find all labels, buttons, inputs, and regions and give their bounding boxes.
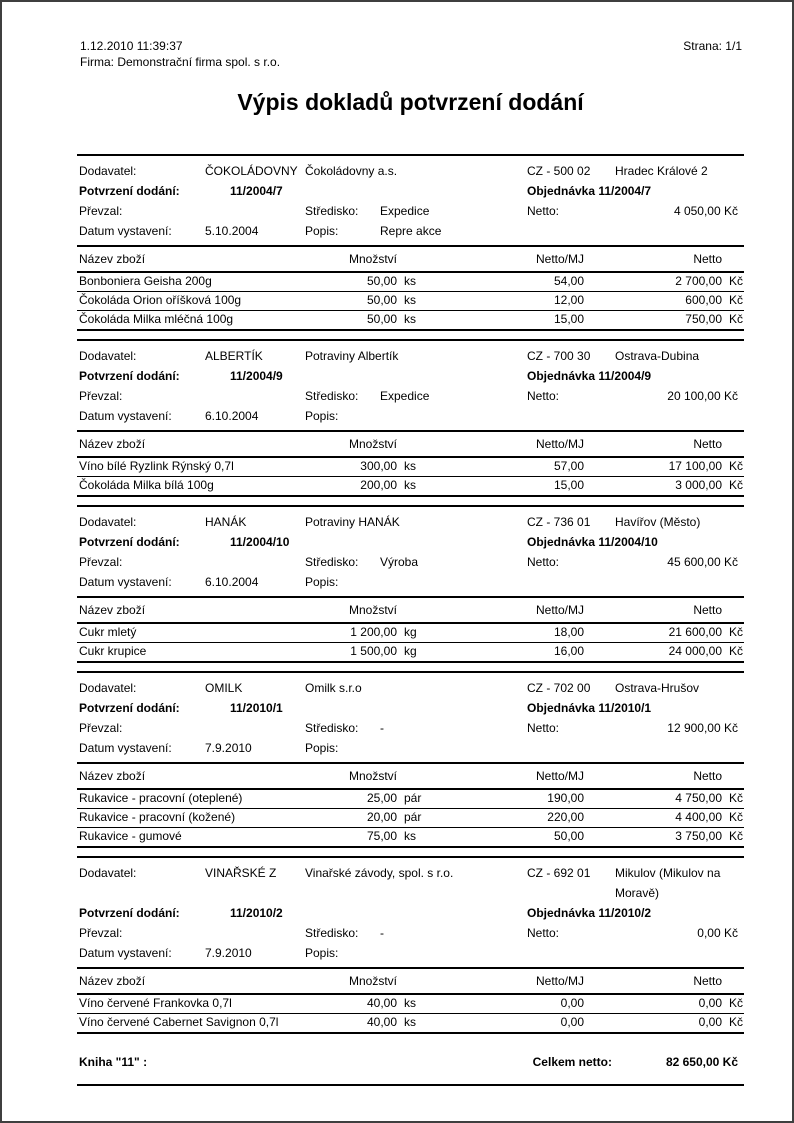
netto-total: 12 900,00 Kč	[667, 721, 738, 735]
confirmation-label: Potvrzení dodání:	[79, 535, 180, 549]
supplier-code: HANÁK	[205, 515, 247, 529]
item-netto: 0,00	[698, 996, 722, 1010]
items-table	[77, 245, 744, 331]
supplier-name: Potraviny Albertík	[305, 349, 399, 363]
item-quantity: 75,00	[366, 829, 397, 843]
confirmation-label: Potvrzení dodání:	[79, 701, 180, 715]
column-header-netto-mj: Netto/MJ	[535, 769, 584, 783]
order-label: Objednávka	[527, 535, 596, 549]
column-header-currency-spacer	[722, 973, 749, 990]
item-name: Bonboniera Geisha 200g	[79, 274, 212, 288]
item-name: Cukr krupice	[79, 644, 147, 658]
supplier-info	[77, 673, 744, 762]
supplier-code: ČOKOLÁDOVNY	[205, 164, 298, 178]
item-unit: ks	[404, 293, 416, 307]
department-value: -	[380, 721, 384, 735]
column-header-quantity: Množství	[348, 437, 397, 451]
report-footer	[77, 1042, 744, 1086]
supplier-name: Potraviny HANÁK	[305, 515, 400, 529]
description-value	[380, 572, 744, 592]
report-header	[80, 38, 744, 70]
column-header-quantity: Množství	[348, 252, 397, 266]
item-netto-mj: 18,00	[553, 625, 584, 639]
order-number: 11/2010/2	[598, 906, 652, 920]
item-currency: Kč	[729, 478, 744, 492]
item-row	[77, 1013, 744, 1032]
item-name: Víno bílé Ryzlink Rýnský 0,7l	[79, 459, 234, 473]
item-name: Čokoláda Milka mléčná 100g	[79, 312, 234, 326]
order-cell	[527, 698, 744, 718]
supplier-info	[77, 341, 744, 430]
company-line: Firma: Demonstrační firma spol. s r.o.	[80, 55, 281, 69]
description-value	[380, 738, 744, 758]
confirmation-row	[77, 532, 744, 552]
item-quantity: 40,00	[366, 1015, 397, 1029]
item-netto: 2 700,00	[675, 274, 722, 288]
column-header-name: Název zboží	[79, 252, 146, 266]
item-currency: Kč	[729, 459, 744, 473]
description-label: Popis:	[305, 741, 339, 755]
item-quantity: 40,00	[366, 996, 397, 1010]
item-row	[77, 476, 744, 495]
item-unit: ks	[404, 478, 416, 492]
item-netto-mj: 15,00	[553, 312, 584, 326]
item-row	[77, 624, 744, 642]
issue-date-value: 5.10.2004	[205, 224, 259, 238]
column-header-netto-mj: Netto/MJ	[535, 974, 584, 988]
supplier-row	[77, 678, 744, 698]
issue-date-value: 7.9.2010	[205, 741, 252, 755]
supplier-row	[77, 346, 744, 366]
supplier-info	[77, 858, 744, 967]
description-value	[380, 943, 744, 963]
confirmation-number: 11/2010/1	[230, 701, 283, 715]
item-name: Rukavice - pracovní (oteplené)	[79, 791, 243, 805]
item-currency: Kč	[729, 293, 744, 307]
item-quantity: 200,00	[360, 478, 397, 492]
netto-total: 20 100,00 Kč	[667, 389, 738, 403]
department-value: Výroba	[380, 555, 419, 569]
item-row	[77, 790, 744, 808]
item-quantity: 1 200,00	[350, 625, 397, 639]
item-netto-mj: 54,00	[553, 274, 584, 288]
description-label: Popis:	[305, 224, 339, 238]
supplier-zip: CZ - 736 01	[527, 515, 591, 529]
column-header-currency-spacer	[722, 602, 749, 619]
issue-date-row	[77, 943, 744, 963]
confirmation-number: 11/2004/9	[230, 369, 283, 383]
order-cell	[527, 181, 744, 201]
description-label: Popis:	[305, 575, 339, 589]
item-row	[77, 458, 744, 476]
item-row	[77, 808, 744, 827]
column-header-currency-spacer	[722, 768, 749, 785]
supplier-city: Havířov (Město)	[615, 515, 701, 529]
column-header-netto: Netto	[693, 252, 722, 266]
item-netto-mj: 15,00	[553, 478, 584, 492]
department-label: Středisko:	[305, 204, 359, 218]
item-quantity: 20,00	[366, 810, 397, 824]
item-currency: Kč	[729, 1015, 744, 1029]
description-value: Repre akce	[380, 224, 442, 238]
confirmation-number: 11/2004/7	[230, 184, 283, 198]
issue-date-label: Datum vystavení:	[79, 741, 172, 755]
order-number: 11/2004/9	[598, 369, 652, 383]
column-header-name: Název zboží	[79, 769, 146, 783]
item-netto-mj: 57,00	[553, 459, 584, 473]
items-table	[77, 762, 744, 848]
issue-date-row	[77, 738, 744, 758]
item-netto: 0,00	[698, 1015, 722, 1029]
item-name: Rukavice - gumové	[79, 829, 182, 843]
item-quantity: 300,00	[360, 459, 397, 473]
confirmation-number: 11/2010/2	[230, 906, 283, 920]
supplier-label: Dodavatel:	[79, 515, 137, 529]
item-row	[77, 995, 744, 1013]
confirmation-label: Potvrzení dodání:	[79, 906, 180, 920]
confirmation-row	[77, 698, 744, 718]
department-label: Středisko:	[305, 389, 359, 403]
supplier-section	[77, 856, 744, 1034]
issue-date-label: Datum vystavení:	[79, 224, 172, 238]
item-currency: Kč	[729, 625, 744, 639]
order-cell	[527, 532, 744, 552]
column-header-name: Název zboží	[79, 603, 146, 617]
item-quantity: 50,00	[366, 274, 397, 288]
received-label: Převzal:	[79, 555, 123, 569]
issue-date-label: Datum vystavení:	[79, 946, 172, 960]
received-label: Převzal:	[79, 721, 123, 735]
confirmation-row	[77, 903, 744, 923]
column-header-unit-spacer	[397, 436, 445, 453]
received-row	[77, 386, 744, 406]
items-header-row	[77, 245, 744, 273]
column-header-quantity: Množství	[348, 974, 397, 988]
department-label: Středisko:	[305, 555, 359, 569]
column-header-netto-mj: Netto/MJ	[535, 437, 584, 451]
item-quantity: 50,00	[366, 293, 397, 307]
item-unit: ks	[404, 459, 416, 473]
supplier-label: Dodavatel:	[79, 164, 137, 178]
netto-label: Netto:	[527, 389, 560, 403]
supplier-city: Ostrava-Dubina	[615, 349, 700, 363]
item-name: Rukavice - pracovní (kožené)	[79, 810, 236, 824]
item-currency: Kč	[729, 644, 744, 658]
supplier-section	[77, 505, 744, 663]
item-netto-mj: 190,00	[547, 791, 584, 805]
column-header-netto: Netto	[693, 603, 722, 617]
order-label: Objednávka	[527, 906, 596, 920]
column-header-netto-mj: Netto/MJ	[535, 252, 584, 266]
department-value: Expedice	[380, 204, 430, 218]
column-header-netto: Netto	[693, 974, 722, 988]
page-number: Strana: 1/1	[683, 39, 742, 53]
item-netto-mj: 0,00	[560, 996, 584, 1010]
column-header-quantity: Množství	[348, 603, 397, 617]
confirmation-number: 11/2004/10	[230, 535, 290, 549]
report-body	[77, 154, 744, 1086]
netto-label: Netto:	[527, 555, 560, 569]
supplier-section	[77, 154, 744, 331]
column-header-unit-spacer	[397, 768, 445, 785]
department-value: -	[380, 926, 384, 940]
item-unit: kg	[404, 625, 417, 639]
received-label: Převzal:	[79, 204, 123, 218]
item-netto-mj: 0,00	[560, 1015, 584, 1029]
order-label: Objednávka	[527, 369, 596, 383]
item-netto: 750,00	[685, 312, 722, 326]
items-body	[77, 624, 744, 661]
column-header-currency-spacer	[722, 436, 749, 453]
issue-date-row	[77, 221, 744, 241]
confirmation-row	[77, 181, 744, 201]
column-header-unit-spacer	[397, 251, 445, 268]
supplier-label: Dodavatel:	[79, 866, 137, 880]
item-currency: Kč	[729, 829, 744, 843]
received-label: Převzal:	[79, 389, 123, 403]
item-quantity: 50,00	[366, 312, 397, 326]
issue-date-row	[77, 572, 744, 592]
supplier-zip: CZ - 700 30	[527, 349, 591, 363]
column-header-currency-spacer	[722, 251, 749, 268]
items-body	[77, 790, 744, 846]
items-header-row	[77, 762, 744, 790]
supplier-info	[77, 507, 744, 596]
supplier-code: ALBERTÍK	[205, 349, 263, 363]
item-netto: 4 750,00	[675, 791, 722, 805]
item-netto-mj: 220,00	[547, 810, 584, 824]
column-header-netto: Netto	[693, 437, 722, 451]
department-label: Středisko:	[305, 926, 359, 940]
confirmation-label: Potvrzení dodání:	[79, 184, 180, 198]
item-currency: Kč	[729, 791, 744, 805]
order-cell	[527, 366, 744, 386]
supplier-name: Vinařské závody, spol. s r.o.	[305, 866, 454, 880]
received-row	[77, 552, 744, 572]
supplier-label: Dodavatel:	[79, 681, 137, 695]
item-currency: Kč	[729, 274, 744, 288]
item-netto: 3 000,00	[675, 478, 722, 492]
supplier-code: OMILK	[205, 681, 243, 695]
item-name: Čokoláda Milka bílá 100g	[79, 478, 214, 492]
item-row	[77, 642, 744, 661]
supplier-zip: CZ - 702 00	[527, 681, 591, 695]
items-table	[77, 967, 744, 1034]
supplier-zip: CZ - 500 02	[527, 164, 591, 178]
item-unit: ks	[404, 996, 416, 1010]
netto-total: 4 050,00 Kč	[673, 204, 738, 218]
item-name: Cukr mletý	[79, 625, 137, 639]
item-netto-mj: 50,00	[553, 829, 584, 843]
description-label: Popis:	[305, 946, 339, 960]
supplier-name: Omilk s.r.o	[305, 681, 362, 695]
issue-date-value: 7.9.2010	[205, 946, 252, 960]
item-quantity: 1 500,00	[350, 644, 397, 658]
issue-date-label: Datum vystavení:	[79, 575, 172, 589]
items-table	[77, 596, 744, 663]
column-header-unit-spacer	[397, 973, 445, 990]
column-header-netto: Netto	[693, 769, 722, 783]
item-row	[77, 291, 744, 310]
item-netto: 21 600,00	[668, 625, 722, 639]
netto-total: 0,00 Kč	[697, 926, 738, 940]
item-unit: kg	[404, 644, 417, 658]
order-number: 11/2010/1	[598, 701, 652, 715]
items-header-row	[77, 430, 744, 458]
item-unit: ks	[404, 1015, 416, 1029]
column-header-name: Název zboží	[79, 437, 146, 451]
supplier-name: Čokoládovny a.s.	[305, 164, 398, 178]
supplier-info	[77, 156, 744, 245]
received-row	[77, 718, 744, 738]
netto-label: Netto:	[527, 204, 560, 218]
total-netto-value: 82 650,00 Kč	[665, 1055, 738, 1069]
supplier-zip: CZ - 692 01	[527, 866, 591, 880]
issue-date-value: 6.10.2004	[205, 409, 259, 423]
received-row	[77, 923, 744, 943]
order-label: Objednávka	[527, 701, 596, 715]
item-netto: 24 000,00	[668, 644, 722, 658]
items-table	[77, 430, 744, 497]
item-netto: 17 100,00	[668, 459, 722, 473]
item-unit: pár	[404, 810, 422, 824]
item-unit: pár	[404, 791, 422, 805]
netto-label: Netto:	[527, 721, 560, 735]
supplier-city: Mikulov (Mikulov na Moravě)	[615, 866, 721, 900]
item-name: Víno červené Frankovka 0,7l	[79, 996, 232, 1010]
supplier-row	[77, 863, 744, 903]
items-body	[77, 458, 744, 495]
items-body	[77, 995, 744, 1032]
order-cell	[527, 903, 744, 923]
column-header-name: Název zboží	[79, 974, 146, 988]
item-row	[77, 310, 744, 329]
department-value: Expedice	[380, 389, 430, 403]
book-label: Kniha "11" :	[79, 1055, 148, 1069]
item-quantity: 25,00	[366, 791, 397, 805]
issue-date-value: 6.10.2004	[205, 575, 259, 589]
issue-date-row	[77, 406, 744, 426]
netto-label: Netto:	[527, 926, 560, 940]
item-netto-mj: 16,00	[553, 644, 584, 658]
item-netto: 600,00	[685, 293, 722, 307]
items-header-row	[77, 596, 744, 624]
description-label: Popis:	[305, 409, 339, 423]
item-name: Čokoláda Orion oříšková 100g	[79, 293, 242, 307]
order-number: 11/2004/7	[598, 184, 652, 198]
supplier-code: VINAŘSKÉ Z	[205, 866, 277, 880]
item-netto: 4 400,00	[675, 810, 722, 824]
received-row	[77, 201, 744, 221]
confirmation-label: Potvrzení dodání:	[79, 369, 180, 383]
description-value	[380, 406, 744, 426]
supplier-section	[77, 671, 744, 848]
item-currency: Kč	[729, 810, 744, 824]
supplier-row	[77, 512, 744, 532]
item-row	[77, 827, 744, 846]
department-label: Středisko:	[305, 721, 359, 735]
items-body	[77, 273, 744, 329]
netto-total: 45 600,00 Kč	[667, 555, 738, 569]
report-title: Výpis dokladů potvrzení dodání	[237, 89, 584, 115]
item-row	[77, 273, 744, 291]
item-name: Víno červené Cabernet Savignon 0,7l	[79, 1015, 279, 1029]
item-unit: ks	[404, 829, 416, 843]
supplier-row	[77, 161, 744, 181]
footer-row	[77, 1053, 744, 1071]
item-currency: Kč	[729, 312, 744, 326]
issue-date-label: Datum vystavení:	[79, 409, 172, 423]
item-unit: ks	[404, 312, 416, 326]
total-netto-label: Celkem netto:	[532, 1055, 612, 1069]
confirmation-row	[77, 366, 744, 386]
supplier-city: Ostrava-Hrušov	[615, 681, 700, 695]
order-number: 11/2004/10	[598, 535, 658, 549]
items-header-row	[77, 967, 744, 995]
item-unit: ks	[404, 274, 416, 288]
supplier-section	[77, 339, 744, 497]
column-header-quantity: Množství	[348, 769, 397, 783]
item-netto: 3 750,00	[675, 829, 722, 843]
item-currency: Kč	[729, 996, 744, 1010]
order-label: Objednávka	[527, 184, 596, 198]
supplier-label: Dodavatel:	[79, 349, 137, 363]
item-netto-mj: 12,00	[553, 293, 584, 307]
report-datetime: 1.12.2010 11:39:37	[80, 39, 183, 53]
received-label: Převzal:	[79, 926, 123, 940]
column-header-netto-mj: Netto/MJ	[535, 603, 584, 617]
column-header-unit-spacer	[397, 602, 445, 619]
supplier-city: Hradec Králové 2	[615, 164, 708, 178]
